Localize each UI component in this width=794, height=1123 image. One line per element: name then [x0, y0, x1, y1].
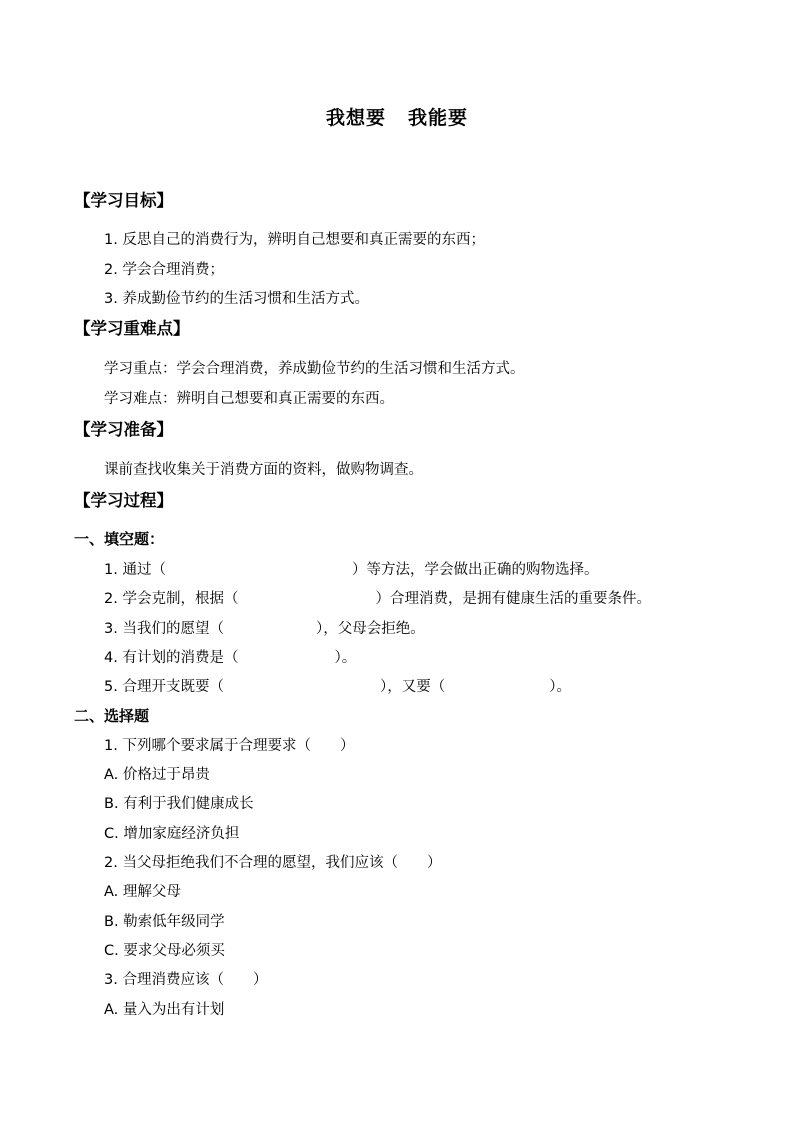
key-point-difficulty: 学习难点：辨明自己想要和真正需要的东西。: [104, 391, 394, 407]
fill-q4-end: ）。: [334, 650, 357, 666]
fill-q1-end: ）等方法，学会做出正确的购物选择。: [351, 562, 599, 578]
goals-heading: 【学习目标】: [74, 191, 173, 210]
process-heading: 【学习过程】: [74, 491, 173, 510]
fill-question-4: [104, 648, 356, 668]
fill-q3-start: 3. 当我们的愿望（: [104, 621, 224, 637]
choice-question-2: 2. 当父母拒绝我们不合理的愿望，我们应该（ ）: [104, 855, 442, 871]
choice-option[interactable]: A. 理解父母: [104, 884, 181, 900]
key-point-focus: 学习重点：学会合理消费，养成勤俭节约的生活习惯和生活方式。: [104, 361, 525, 377]
fill-question-5: [104, 677, 571, 697]
choice-question-1: 1. 下列哪个要求属于合理要求（ ）: [104, 738, 355, 754]
goal-item-3: 3. 养成勤俭节约的生活习惯和生活方式。: [104, 291, 369, 307]
fill-blank-heading: 一、填空题：: [74, 530, 165, 548]
fill-q2-end: ）合理消费，是拥有健康生活的重要条件。: [375, 591, 651, 607]
page-title: [0, 106, 794, 130]
fill-question-3: [104, 619, 425, 639]
choice-heading: 二、选择题: [74, 707, 150, 725]
fill-question-1: [104, 560, 598, 580]
preparation-heading: 【学习准备】: [74, 420, 173, 439]
title-part-2: 我能要: [408, 107, 469, 129]
fill-question-2: [104, 589, 651, 609]
choice-option[interactable]: C. 增加家庭经济负担: [104, 826, 240, 842]
fill-q5-end: ）。: [549, 679, 571, 695]
choice-option[interactable]: C. 要求父母必须买: [104, 943, 225, 959]
fill-q5-middle: ），又要（: [379, 679, 446, 695]
choice-option[interactable]: B. 勒索低年级同学: [104, 914, 225, 930]
title-part-1: 我想要: [325, 107, 386, 129]
goal-item-1: 1. 反思自己的消费行为，辨明自己想要和真正需要的东西；: [104, 232, 485, 248]
choice-question-3: 3. 合理消费应该（ ）: [104, 972, 268, 988]
choice-option[interactable]: A. 价格过于昂贵: [104, 767, 210, 783]
fill-q3-end: ），父母会拒绝。: [315, 621, 425, 637]
fill-q5-start: 5. 合理开支既要（: [104, 679, 224, 695]
goal-item-2: 2. 学会合理消费；: [104, 262, 224, 278]
choice-option[interactable]: A. 量入为出有计划: [104, 1002, 225, 1018]
preparation-text: 课前查找收集关于消费方面的资料，做购物调查。: [104, 462, 423, 478]
choice-option[interactable]: B. 有利于我们健康成长: [104, 796, 254, 812]
key-points-heading: 【学习重难点】: [74, 319, 190, 338]
fill-q4-start: 4. 有计划的消费是（: [104, 650, 239, 666]
fill-q2-start: 2. 学会克制，根据（: [104, 591, 239, 607]
fill-q1-start: 1. 通过（: [104, 562, 166, 578]
